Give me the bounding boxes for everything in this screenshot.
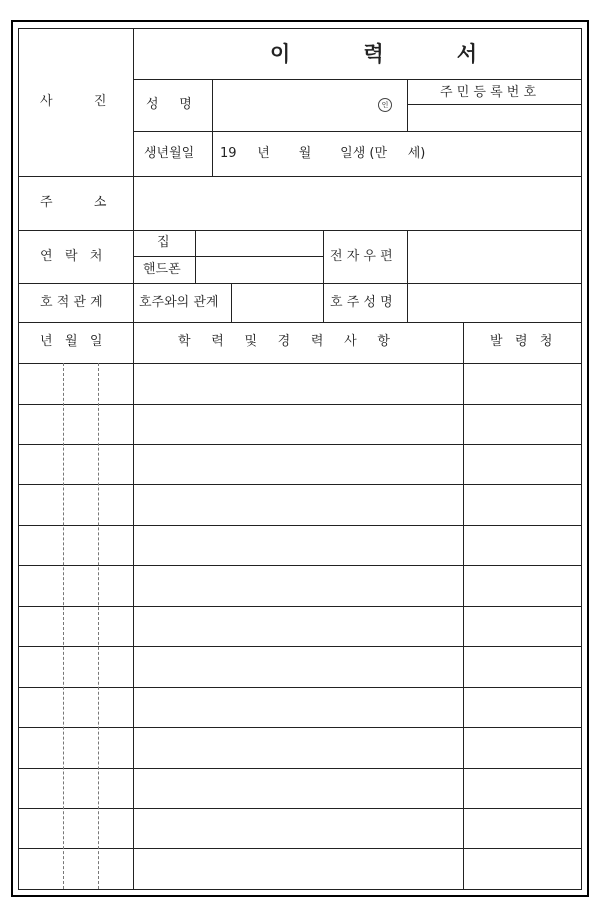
history-row-line	[18, 768, 582, 769]
history-row-line	[18, 848, 582, 849]
history-row-line	[18, 404, 582, 405]
name-row-bottom-line	[133, 131, 582, 132]
issuer-column-header: 발 령 청	[490, 334, 553, 349]
issuer-column-line	[463, 322, 464, 889]
history-row-line	[18, 646, 582, 647]
resident-number-label: 주 민 등 록 번 호	[440, 85, 537, 100]
head-name-label: 호 주 성 명	[330, 295, 393, 310]
form-left-line	[18, 28, 19, 889]
relation-to-head-field[interactable]	[232, 284, 322, 321]
history-row-line	[18, 484, 582, 485]
date-month-divider	[63, 363, 64, 889]
history-row-line	[18, 606, 582, 607]
history-row-line	[18, 444, 582, 445]
contact-label: 연 락 처	[40, 249, 103, 264]
mobile-phone-label: 핸드폰	[143, 262, 181, 277]
seal-icon: 인	[378, 98, 392, 112]
family-relation-label: 호 적 관 계	[40, 295, 103, 310]
birth-date-label: 생년월일	[144, 146, 195, 161]
photo-label: 사 진	[40, 94, 107, 109]
email-label-left-line	[323, 230, 324, 322]
address-label: 주 소	[40, 195, 107, 210]
birth-date-line[interactable]: 19 년 월 일생 (만 세)	[220, 146, 426, 161]
address-field[interactable]	[134, 177, 581, 229]
head-name-field[interactable]	[408, 284, 581, 321]
history-row-line	[18, 727, 582, 728]
name-label: 성 명	[146, 97, 192, 112]
label-column-line	[133, 28, 134, 889]
home-phone-field[interactable]	[196, 231, 322, 255]
form-top-line	[18, 28, 582, 29]
history-column-header: 학 력 및 경 력 사 항	[178, 334, 390, 349]
email-field[interactable]	[408, 231, 581, 282]
date-day-divider	[98, 363, 99, 889]
form-title: 이 력 서	[270, 42, 478, 66]
form-right-line	[581, 28, 582, 889]
relation-to-head-label: 호주와의 관계	[139, 295, 219, 310]
form-bottom-line	[18, 889, 582, 890]
home-phone-label: 집	[157, 235, 170, 250]
resident-number-field[interactable]	[408, 105, 581, 130]
history-row-line	[18, 687, 582, 688]
history-header-bottom-line	[18, 363, 582, 364]
history-row-line	[18, 808, 582, 809]
history-row-line	[18, 525, 582, 526]
date-column-header: 년 월 일	[40, 334, 103, 349]
history-row-line	[18, 565, 582, 566]
email-label: 전 자 우 편	[330, 249, 393, 264]
mobile-phone-field[interactable]	[196, 257, 322, 282]
relation-bottom-line	[18, 322, 582, 323]
